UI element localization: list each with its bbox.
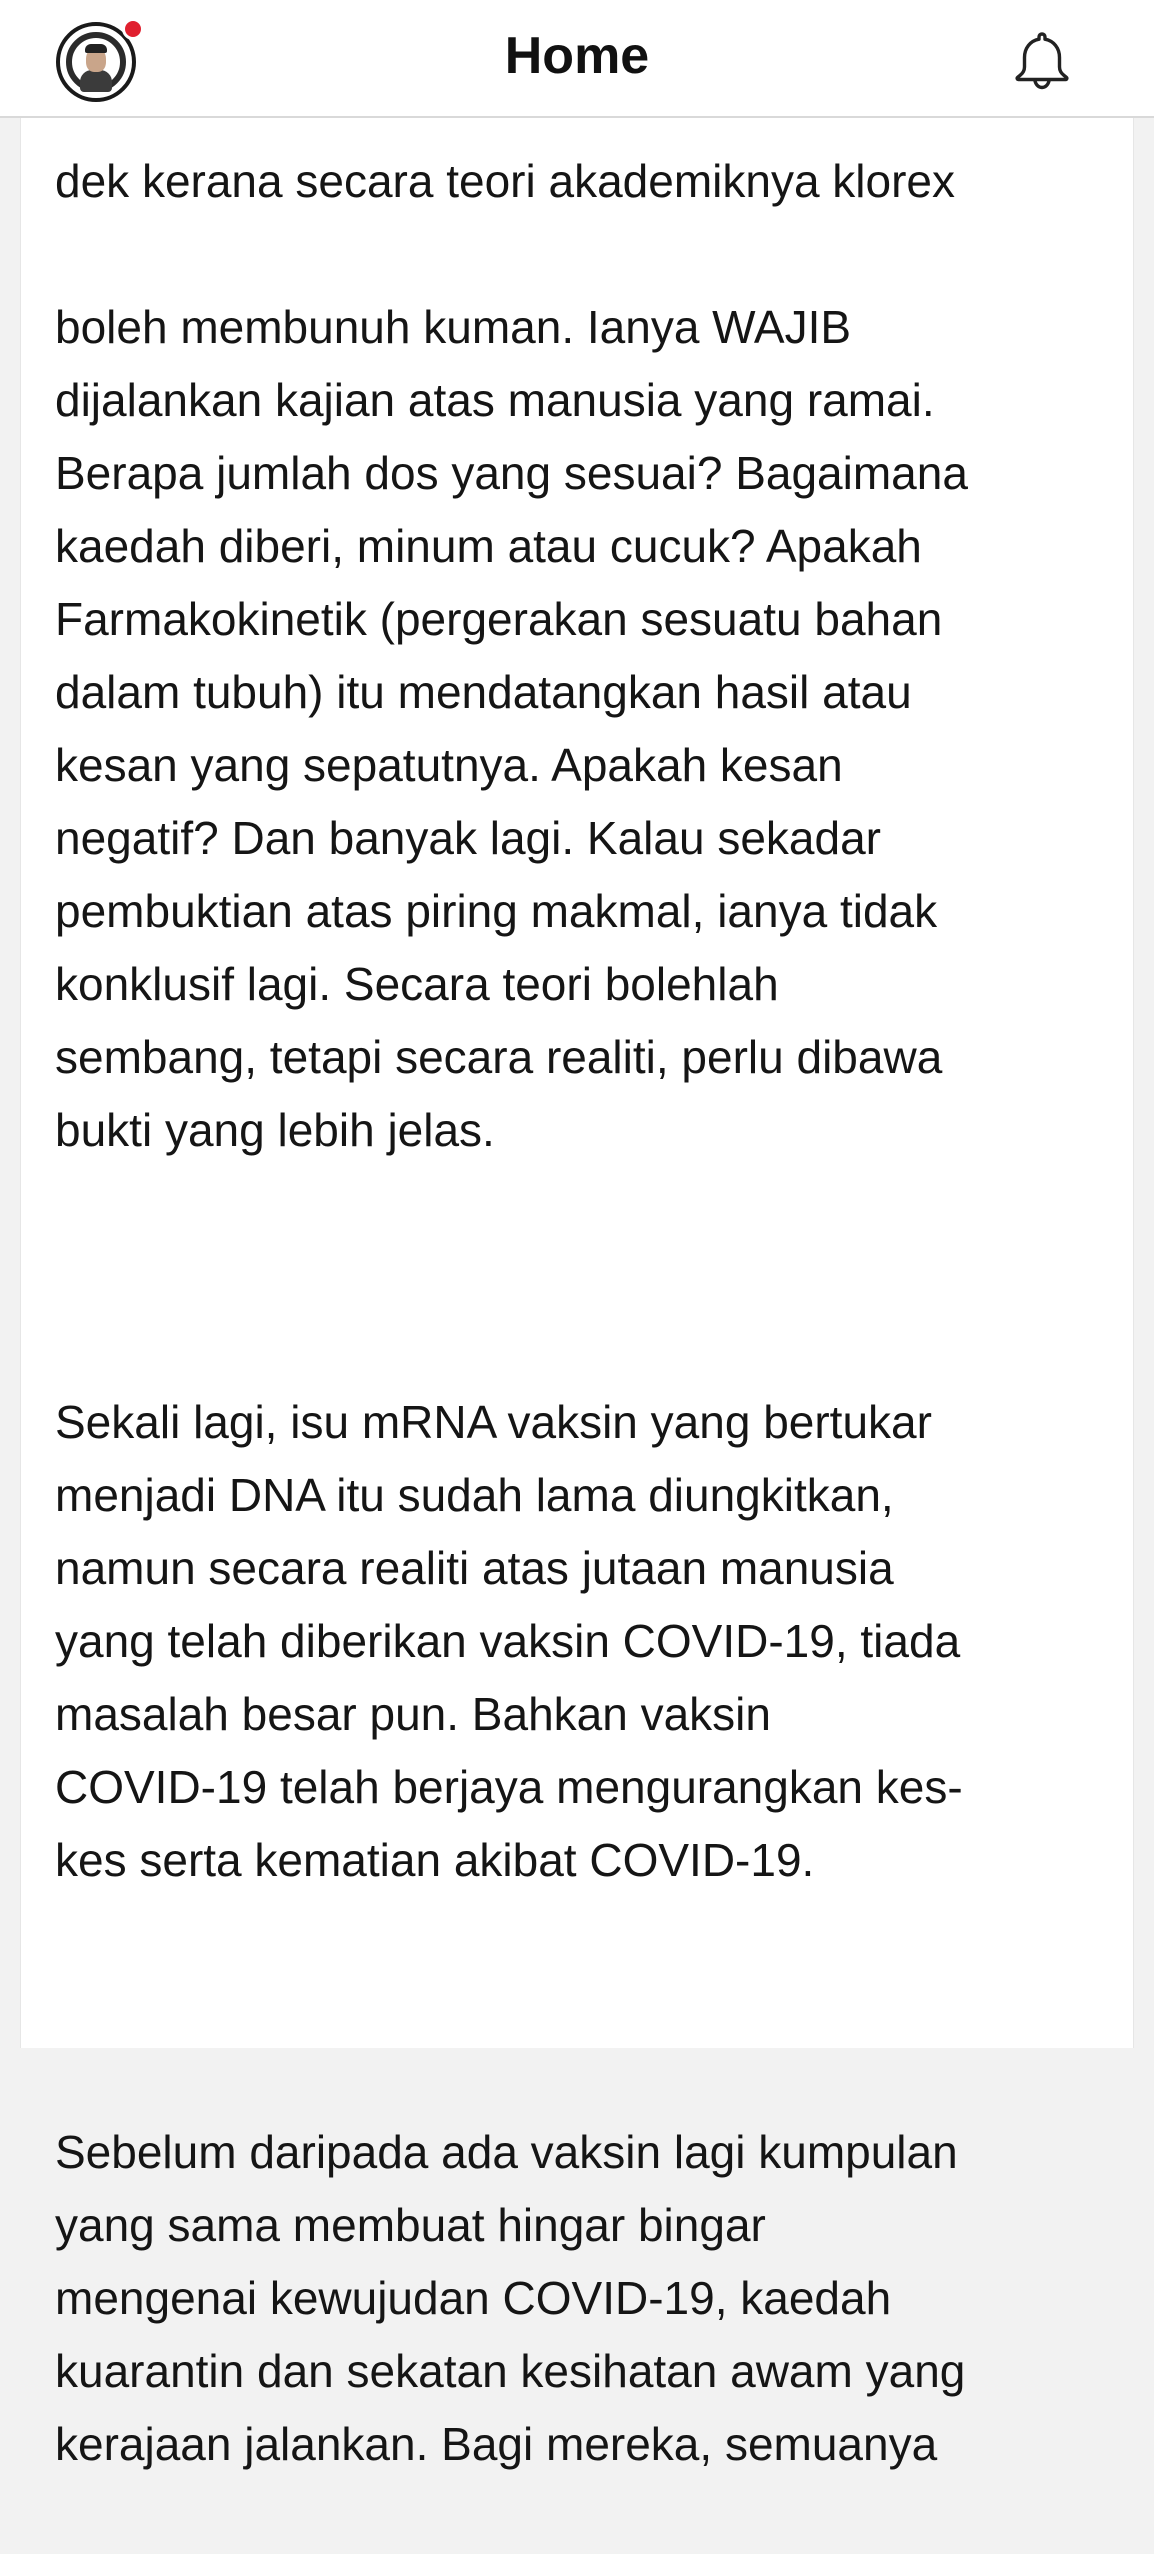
page-title: Home [504, 27, 650, 85]
notifications-button[interactable] [1010, 28, 1074, 92]
article-body [55, 72, 1115, 2554]
article-paragraph-1: boleh membunuh kuman. Ianya WAJIB dijalankan kajian atas manusia yang ramai. Berapa jumlah dos yang sesuai? Bagaimana kaedah diberi, minum atau cucuk? Apakah Farmakokinetik (pergerakan sesuatu bahan dalam tubuh) itu mendatangkan hasil atau kesan yang sepatutnya. Apakah kesan negatif? Dan banyak lagi. Kalau sekadar pembuktian atas piring makmal, ianya tidak konklusif lagi. Secara teori bolehlah sembang, tetapi secara realiti, perlu dibawa bukti yang lebih jelas. [55, 301, 968, 1156]
top-navigation-bar [0, 0, 1154, 118]
article-paragraph-3: Sebelum daripada ada vaksin lagi kumpulan yang sama membuat hingar bingar mengenai kewujudan COVID-19, kaedah kuarantin dan sekatan kesihatan awam yang kerajaan jalankan. Bagi mereka, semuanya [55, 2126, 966, 2470]
article-card [20, 0, 1134, 2470]
paragraph-gap [55, 1970, 1115, 2043]
bell-icon [1010, 28, 1074, 92]
paragraph-gap [55, 1240, 1115, 1313]
article-cut-line: dek kerana secara teori akademiknya klorex [55, 155, 956, 207]
article-paragraph-2: Sekali lagi, isu mRNA vaksin yang bertukar menjadi DNA itu sudah lama diungkitkan, namun secara realiti atas jutaan manusia yang telah diberikan vaksin COVID-19, tiada masalah besar pun. Bahkan vaksin COVID-19 telah berjaya mengurangkan kes- kes serta kematian akibat COVID-19. [55, 1396, 963, 1886]
